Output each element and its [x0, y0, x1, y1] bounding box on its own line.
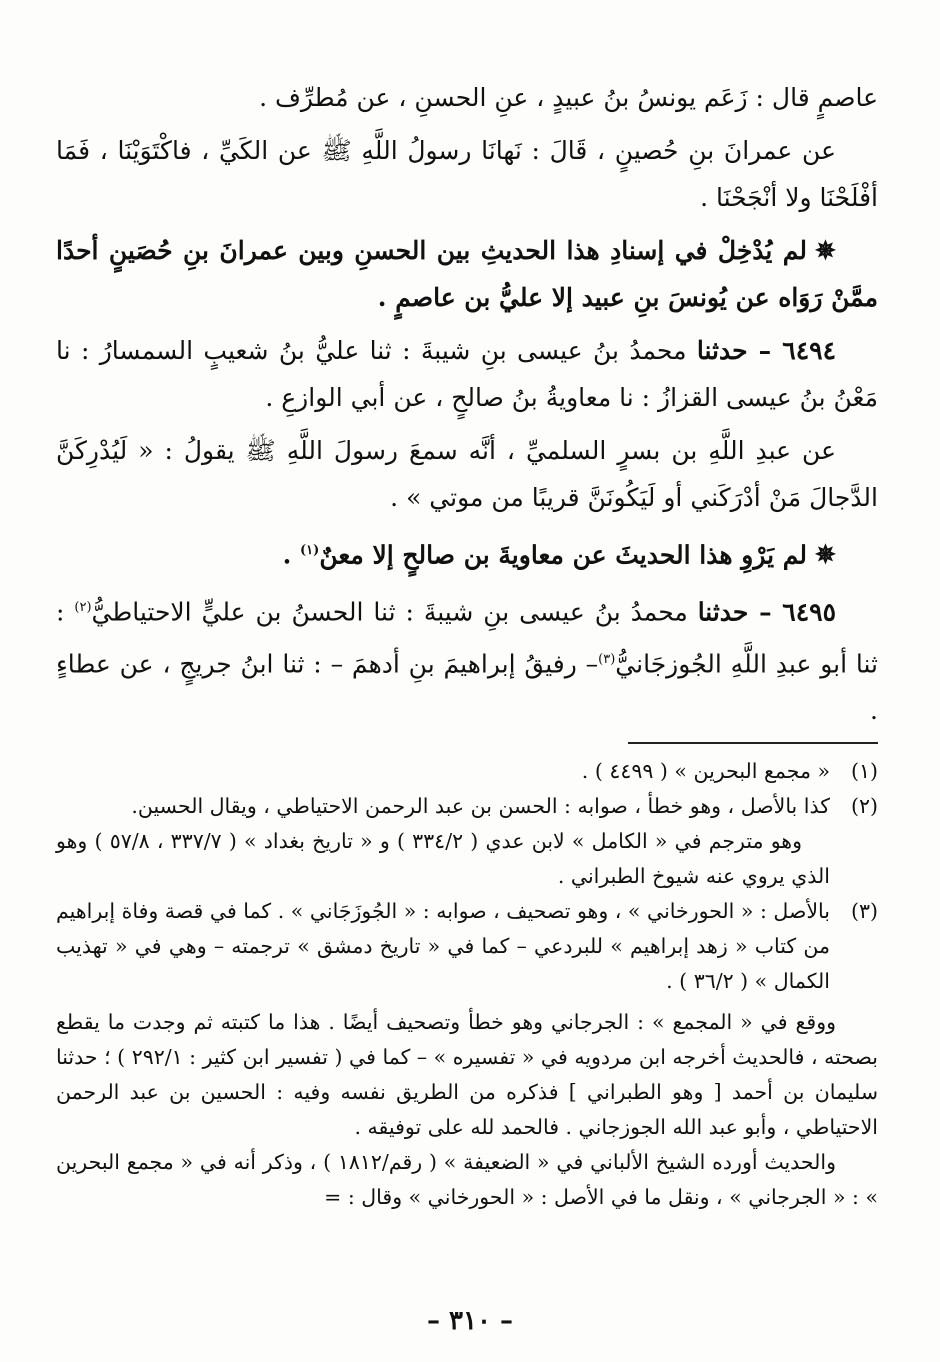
footnote-2	[56, 789, 878, 894]
author-note	[56, 227, 878, 321]
star-icon: ✵	[815, 236, 836, 265]
footnote-mark: (٢)	[850, 793, 878, 818]
footnote-1	[56, 754, 878, 789]
hadith-6495: ٦٤٩٥ – حدثنا محمدُ بنُ عيسى بنِ شيبةَ : ثنا الحسنُ بن عليٍّ الاحتياطيُّ$^{(٢)}$ : ثنا أبو عبدِ اللَّهِ الجُوزجَانيُّ$^{(٣)}$– رفيقُ إبراهيمَ بنِ أدهمَ – : ثنا ابنُ جريجٍ ، عن عطاءٍ .	[56, 597, 878, 725]
footnote-text: كذا بالأصل ، وهو خطأ ، صوابه : الحسن بن عبد الرحمن الاحتياطي ، ويقال الحسين.	[131, 793, 830, 818]
footnote-text: « مجمع البحرين » ( ٤٤٩٩ ) .	[581, 758, 830, 783]
main-text	[56, 74, 878, 734]
hadith-text: عن عبدِ اللَّهِ بن بسرٍ السلميِّ ، أنَّه سمعَ رسولَ اللَّهِ ﷺ يقولُ : « لَيُدْرِكَنَّ الدَّجالَ مَنْ أدْرَكَني أو لَيَكُونَنَّ قريبًا من موتي » .	[56, 436, 878, 512]
footnote-text: بالأصل : « الحورخاني » ، وهو تصحيف ، صوابه : « الجُوزَجَاني » . كما في قصة وفاة إبراهيم من كتاب « زهد إبراهيم » للبردعي – كما في « تاريخ دمشق » ترجمته – وهي في « تهذيب الكمال » ( ٣٦/٢ ) .	[56, 898, 830, 993]
hadith-number: ٦٤٩٤ – حدثنا	[696, 336, 837, 365]
footnote-paragraph: والحديث أورده الشيخ الألباني في « الضعيفة » ( رقم/١٨١٢ ) ، وذكر أنه في « مجمع البحرين » : « الجرجاني » ، ونقل ما في الأصل : « الحورخاني » وقال : =	[56, 1149, 878, 1209]
page-number: – ٣١٠ –	[426, 1306, 514, 1336]
isnad-text: محمدُ بنُ عيسى بنِ شيبةَ : ثنا عليُّ بنُ شعيبٍ السمسارُ : نا مَعْنُ بنُ عيسى القزازُ : نا معاويةُ بنُ صالحٍ ، عن أبي الوازعِ .	[56, 336, 878, 412]
text-line: عاصمٍ قال : زَعَم يونسُ بنُ عبيدٍ ، عنِ الحسنِ ، عن مُطرِّف .	[259, 83, 878, 112]
footnote-mark: (١)	[850, 758, 878, 783]
footnote-ref: (٣)	[598, 651, 616, 667]
isnad-text: محمدُ بنُ عيسى بنِ شيبةَ : ثنا الحسنُ بن عليٍّ الاحتياطيُّ	[91, 597, 688, 627]
hadith-text: عن عمرانَ بنِ حُصينٍ ، قَالَ : نَهانَا رسولُ اللَّهِ ﷺ عن الكَيِّ ، فاكْتَوَيْنَا ، فَمَا أفْلَحْنَا ولا أنْجَحْنَا .	[56, 136, 878, 212]
footnote-text: وهو مترجم في « الكامل » لابن عدي ( ٣٣٤/٢ ) و « تاريخ بغداد » ( ٣٣٧/٧ ، ٥٧/٨ ) وهو الذي يروي عنه شيوخ الطبراني .	[56, 828, 830, 888]
footnote-ref: (١)	[300, 543, 320, 558]
note-text: لم يُدْخِلْ في إسنادِ هذا الحديثِ بين الحسنِ وبين عمرانَ بنِ حُصَينٍ أحدًا ممَّنْ رَوَاه عن يُونسَ بنِ عبيد إلا عليُّ بن عاصمٍ .	[56, 236, 878, 312]
hadith-number: ٦٤٩٥ – حدثنا	[697, 597, 836, 627]
footnotes	[56, 754, 878, 1215]
star-icon: ✵	[815, 540, 836, 570]
footnote-ref: (٢)	[74, 600, 92, 616]
author-note: ✵لم يَرْوِ هذا الحديثَ عن معاويةَ بن صالحٍ إلا معنٌ$^{(١)}$ .	[282, 540, 836, 570]
note-text: لم يَرْوِ هذا الحديثَ عن معاويةَ بن صالحٍ إلا معنٌ	[319, 540, 808, 570]
footnote-paragraph: ووقع في « المجمع » : الجرجاني وهو خطأ وتصحيف أيضًا . هذا ما كتبته ثم وجدت ما يقطع بصحته ، فالحديث أخرجه ابن مردويه في « تفسيره » – كما في ( تفسير ابن كثير : ٢٩٢/١ ) ؛ حدثنا سليمان بن أحمد [ وهو الطبراني ] فذكره من الطريق نفسه وفيه : الحسين بن عبد الرحمن الاحتياطي ، وأبو عبد الله الجوزجاني . فالحمد لله على توفيقه .	[56, 1009, 878, 1139]
hadith-6494	[56, 327, 878, 421]
footnote-3	[56, 894, 878, 999]
footnote-mark: (٣)	[850, 898, 878, 923]
footnote-separator	[628, 742, 878, 744]
